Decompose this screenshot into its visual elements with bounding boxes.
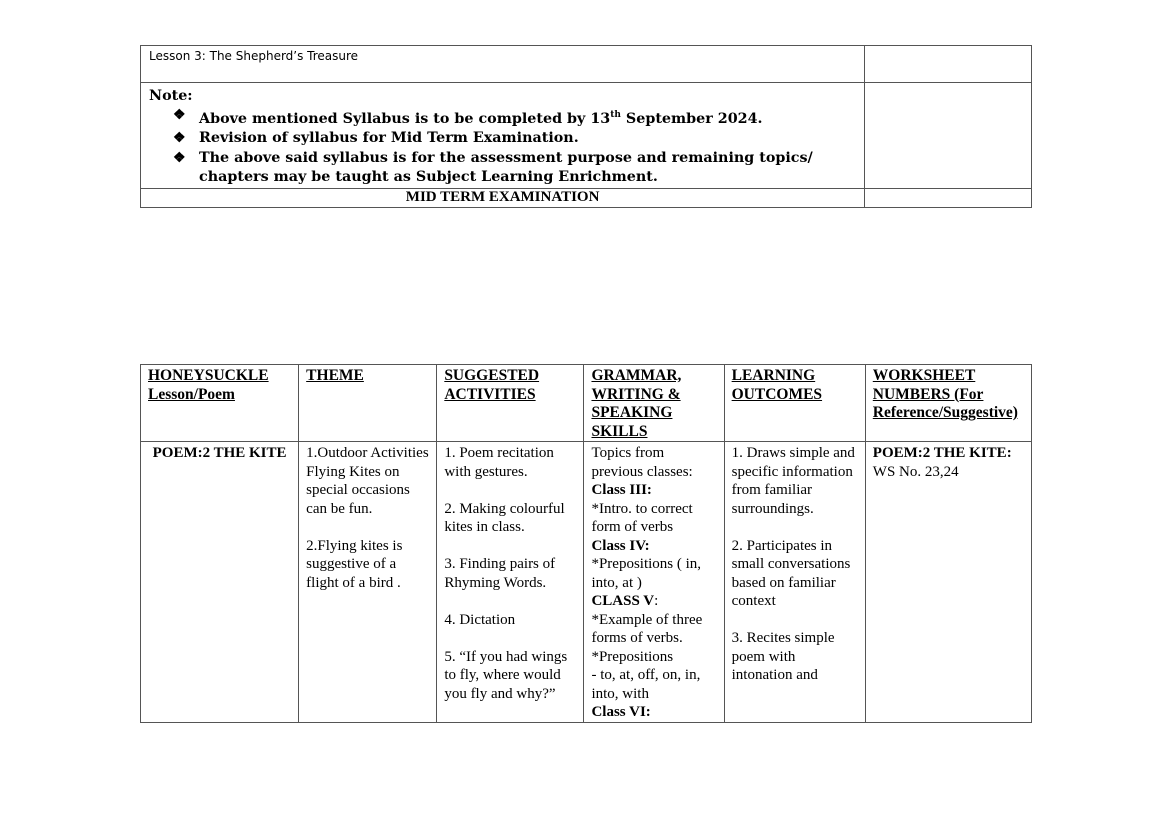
diamond-bullet-icon: ❖ xyxy=(173,130,186,147)
lesson-row xyxy=(141,46,1032,83)
theme-item: 1.Outdoor Activities Flying Kites on special occasions can be fun. xyxy=(306,445,429,517)
header-outcomes: LEARNING OUTCOMES xyxy=(724,365,865,442)
note-cell xyxy=(141,83,865,189)
grammar-text: - to, at, off, on, in, into, with xyxy=(591,667,701,702)
activity-item: 2. Making colourful kites in class. xyxy=(444,500,565,535)
header-grammar: GRAMMAR, WRITING & SPEAKING SKILLS xyxy=(584,365,724,442)
class-label: Class VI: xyxy=(591,704,651,720)
mid-term-heading: MID TERM EXAMINATION xyxy=(141,188,865,207)
header-worksheet: WORKSHEET NUMBERS (For Reference/Suggestive) xyxy=(865,365,1031,442)
note-text-end: September 2024. xyxy=(620,110,763,127)
grammar-intro: Topics from previous classes: xyxy=(591,445,693,480)
diamond-bullet-icon: ❖ xyxy=(173,107,186,123)
theme-cell xyxy=(299,442,437,723)
class-label: Class III: xyxy=(591,482,652,498)
note-text: Revision of syllabus for Mid Term Examination. xyxy=(199,130,579,147)
activity-item: 3. Finding pairs of Rhyming Words. xyxy=(444,556,556,591)
header-activities: SUGGESTED ACTIVITIES xyxy=(437,365,584,442)
note-list xyxy=(149,106,856,188)
note-row xyxy=(141,83,1032,189)
header-row xyxy=(141,365,1032,442)
empty-cell xyxy=(865,83,1032,189)
outcomes-cell xyxy=(724,442,865,723)
grammar-text: *Prepositions ( in, into, at ) xyxy=(591,556,702,591)
grammar-text: *Example of three forms of verbs. xyxy=(591,611,703,646)
note-text: Above mentioned Syllabus is to be completed by 13 xyxy=(199,110,611,127)
lesson-cell xyxy=(141,46,865,83)
worksheet-numbers: WS No. 23,24 xyxy=(872,463,959,480)
empty-cell xyxy=(865,46,1032,83)
theme-item: 2.Flying kites is suggestive of a flight of a bird . xyxy=(306,537,403,591)
syllabus-table xyxy=(140,364,1032,723)
class-label-row: CLASS V: xyxy=(591,593,659,609)
grammar-text: *Prepositions xyxy=(591,648,674,665)
grammar-text: *Intro. to correct form of verbs xyxy=(591,500,693,535)
worksheet-cell xyxy=(865,442,1031,723)
activity-item: 5. “If you had wings to fly, where would you fly and why?” xyxy=(444,648,568,702)
note-text: The above said syllabus is for the assessment purpose and remaining topics/ chapters may be taught as Subject Learning Enrichment. xyxy=(199,149,813,186)
note-item xyxy=(173,149,856,188)
poem-title: POEM:2 THE KITE xyxy=(152,445,287,461)
header-theme: THEME xyxy=(299,365,437,442)
outcome-item: 1. Draws simple and specific information from familiar surroundings. xyxy=(731,445,855,517)
worksheet-title: POEM:2 THE KITE: xyxy=(872,445,1012,461)
lesson-title: Lesson 3: The Shepherd’s Treasure xyxy=(149,49,359,63)
note-item xyxy=(173,106,856,129)
outcome-item: 2. Participates in small conversations based on familiar context xyxy=(731,537,851,609)
header-lesson: HONEYSUCKLE Lesson/Poem xyxy=(141,365,299,442)
table-row xyxy=(141,442,1032,723)
class-label: CLASS V xyxy=(591,593,655,609)
note-superscript: th xyxy=(610,110,621,120)
note-title: Note: xyxy=(149,88,193,104)
grammar-cell xyxy=(584,442,724,723)
lesson-table xyxy=(140,45,1032,208)
activity-item: 4. Dictation xyxy=(444,611,516,628)
class-label: Class IV: xyxy=(591,537,650,554)
outcome-item: 3. Recites simple poem with intonation and xyxy=(731,630,835,683)
lesson-cell xyxy=(141,442,299,723)
empty-cell xyxy=(865,188,1032,207)
activity-item: 1. Poem recitation with gestures. xyxy=(444,445,554,480)
diamond-bullet-icon: ❖ xyxy=(173,149,186,166)
activities-cell xyxy=(437,442,584,723)
mid-term-row xyxy=(141,188,1032,207)
note-item xyxy=(173,129,856,149)
